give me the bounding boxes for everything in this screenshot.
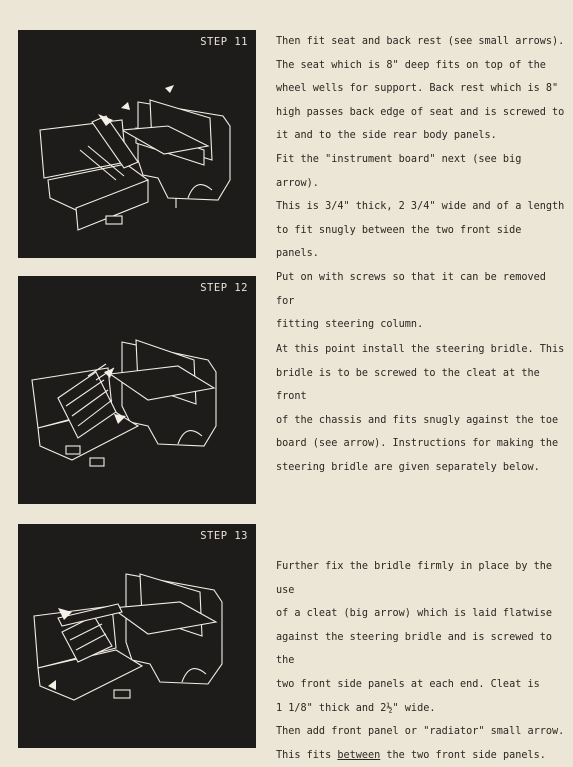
step-12-illustration [18, 276, 256, 504]
step-11-illustration [18, 30, 256, 258]
text-line: Put on with screws so that it can be removed for [276, 271, 546, 307]
text-line: of a cleat (big arrow) which is laid flatwise [276, 608, 553, 620]
text-line: of the chassis and fits snugly against the toe [276, 414, 559, 426]
step-12-text [276, 338, 566, 480]
underlined-word: between [337, 749, 381, 761]
cart-drawing-step-13 [18, 524, 256, 748]
text-line: against the steering bridle and is screwed to the [276, 631, 553, 667]
text-line: Then fit seat and back rest (see small arrows). [276, 36, 565, 47]
small-arrow-icon [121, 102, 130, 110]
text-line: Further fix the bridle firmly in place by the use [276, 561, 553, 596]
step-label: STEP 13 [200, 530, 248, 542]
text-line: high passes back edge of seat and is screwed to [276, 106, 565, 118]
text-line: to fit snugly between the two front side panels. [276, 224, 522, 260]
step-label: STEP 12 [200, 282, 248, 294]
text-fragment: the two front side panels. [380, 749, 546, 761]
step-13-text [276, 555, 566, 767]
text-line [276, 744, 566, 767]
text-line: it and to the side rear body panels. [276, 130, 497, 142]
text-line: wheel wells for support. Back rest which is 8" [276, 83, 559, 95]
text-line: steering bridle are given separately below. [276, 461, 540, 473]
text-line: 1 1/8" thick and 2½" wide. [276, 702, 436, 714]
cart-drawing-step-11 [18, 30, 256, 258]
text-line: This is 3/4" thick, 2 3/4" wide and of a length [276, 201, 565, 213]
small-arrow-icon [165, 85, 174, 93]
text-line: At this point install the steering bridle. This [276, 344, 565, 355]
text-line: Fit the "instrument board" next (see big arrow). [276, 153, 522, 189]
step-label: STEP 11 [200, 36, 248, 48]
step-13-illustration [18, 524, 256, 748]
text-line: Then add front panel or "radiator" small arrow. [276, 726, 565, 738]
text-fragment: This fits [276, 749, 338, 761]
text-line: fitting steering column. [276, 319, 424, 331]
text-line: board (see arrow). Instructions for making the [276, 438, 559, 450]
cart-drawing-step-12 [18, 276, 256, 504]
text-line: two front side panels at each end. Cleat is [276, 678, 540, 690]
step-11-text [276, 30, 566, 337]
text-line: The seat which is 8" deep fits on top of the [276, 59, 546, 71]
text-line: bridle is to be screwed to the cleat at the front [276, 367, 540, 403]
